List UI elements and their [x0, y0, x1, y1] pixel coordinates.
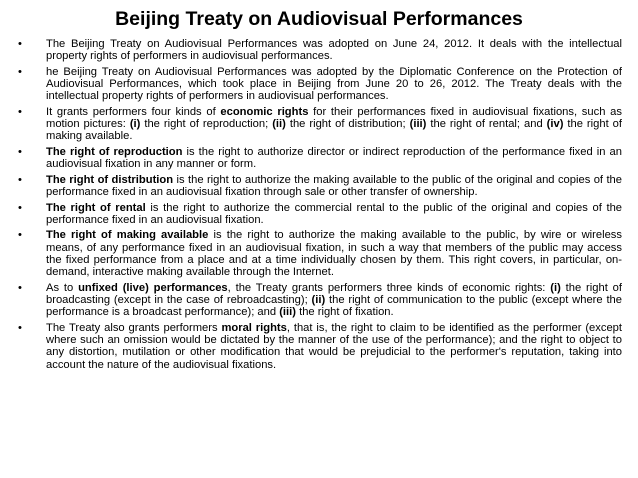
- body-text: for their performances fixed in audiovisual fixations, such as motion pictures:: [46, 105, 622, 131]
- bullet-dot: •: [18, 173, 22, 186]
- bold-text: economic rights: [220, 105, 309, 118]
- bold-text: (i): [550, 281, 561, 294]
- body-text: the right of distribution;: [285, 118, 410, 131]
- body-text: , that is, the right to claim to be identified as the performer (except where such an omission would be dictated by the manner of the use of the performance); and the right to object to any distortion, mutilation or other modification that would be prejudicial to the performer's reputation, taking into account the nature of the audiovisual fixations.: [46, 321, 623, 371]
- slide-title: Beijing Treaty on Audiovisual Performances: [115, 8, 523, 30]
- bold-text: (iii): [279, 306, 296, 319]
- body-text: is the right to authorize the making available to the public of the original and copies of the performance fixed in an audiovisual fixation through sale or other transfer of ownership.: [46, 173, 622, 199]
- body-text: the right of rental; and: [426, 118, 547, 131]
- body-text: he Beijing Treaty on Audiovisual Performances was adopted by the Diplomatic Conference on the Protection of Audiovisual Performances, which took place in Beijing from June 20 to 26, 2012. The Treaty deals with the intellectual property rights of performers in audiovisual performances.: [46, 65, 622, 103]
- body-text: As to: [46, 281, 79, 294]
- bullet-item: [18, 66, 622, 103]
- body-text: is the right to authorize the making available to the public, by wire or wireless means, of any performance fixed in an audiovisual fixation, in such a way that members of the public may access the fixed performance from a place and at a time individually chosen by them. This right covers, in particular, on-demand, interactive making available through the Internet.: [46, 229, 622, 279]
- body-text: is the right to authorize the commercial rental to the public of the original and copies of the performance fixed in an audiovisual fixation.: [46, 201, 623, 226]
- bold-text: (ii): [272, 118, 286, 131]
- bold-text: (iii): [409, 118, 427, 131]
- bold-text: The right of reproduction: [46, 145, 183, 158]
- body-text: The Treaty also grants performers: [46, 321, 222, 334]
- bullet-dot: •: [18, 201, 22, 214]
- bullet-item: [18, 38, 622, 63]
- bullet-item: [18, 174, 622, 199]
- bullet-dot: •: [18, 281, 22, 294]
- body-text: the right of making available.: [46, 118, 622, 143]
- body-text: the right of reproduction;: [140, 118, 273, 131]
- bold-text: moral rights: [221, 321, 287, 334]
- bullet-item: [18, 322, 622, 371]
- bold-text: unfixed (live) performances: [78, 281, 228, 294]
- bold-text: The right of rental: [46, 201, 146, 214]
- body-text: the right of fixation.: [295, 306, 394, 319]
- bold-text: (iv): [546, 118, 564, 131]
- bullet-dot: •: [18, 321, 22, 334]
- bold-text: (i): [129, 118, 141, 131]
- body-text: , the Treaty grants performers three kinds of economic rights:: [227, 281, 551, 294]
- body-text: The Beijing Treaty on Audiovisual Performances was adopted on June 24, 2012. It deals with the intellectual property rights of performers in audiovisual performances.: [46, 38, 622, 63]
- body-text: the right of broadcasting (except in the case of rebroadcasting);: [46, 281, 622, 306]
- body-text: It grants performers four kinds of: [46, 105, 221, 118]
- bold-text: The right of distribution: [46, 173, 174, 186]
- bullet-item: [18, 146, 622, 171]
- bullet-list: [18, 38, 622, 374]
- bullet-item: [18, 202, 622, 227]
- bold-text: (ii): [311, 293, 326, 306]
- bullet-item: [18, 106, 622, 143]
- bullet-dot: •: [18, 229, 22, 242]
- body-text: is the right to authorize director or indirect reproduction of the performance fixed in an audiovisual fixation in any manner or form.: [46, 145, 622, 171]
- bullet-item: [18, 282, 622, 319]
- bold-text: The right of making available: [46, 229, 209, 242]
- bullet-dot: •: [18, 145, 22, 158]
- bullet-item: [18, 229, 622, 278]
- bullet-dot: •: [18, 38, 22, 50]
- body-text: the right of communication to the public (except where the performance is a broadcast performance); and: [46, 293, 622, 319]
- bullet-dot: •: [18, 65, 22, 78]
- bullet-dot: •: [18, 105, 22, 118]
